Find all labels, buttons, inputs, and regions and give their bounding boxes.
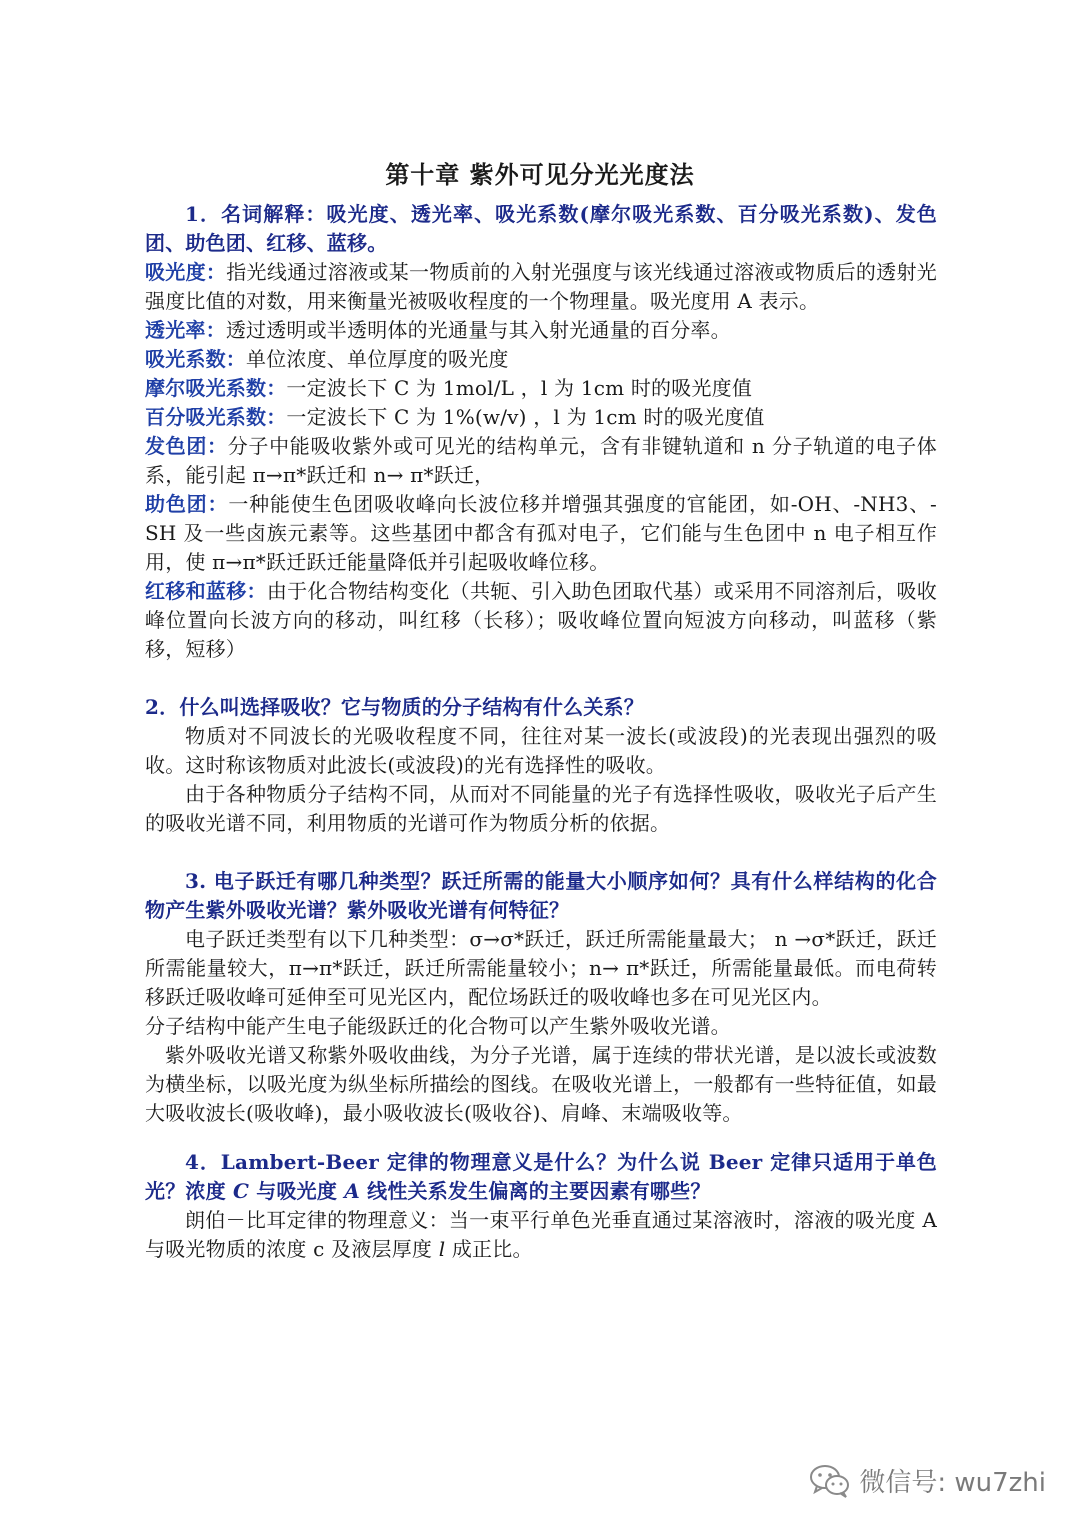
wechat-icon xyxy=(809,1463,851,1499)
definition-auxochrome xyxy=(145,490,937,577)
definition-chromophore xyxy=(145,432,937,490)
q4-heading-part: 与吸光度 xyxy=(249,1179,345,1203)
answer-3-para-1: 电子跃迁类型有以下几种类型：σ→σ*跃迁，跃迁所需能量最大； n →σ*跃迁，跃迁所需能量较大，π→π*跃迁，跃迁所需能量较小；n→ π*跃迁，所需能量最低。而电荷转移跃迁吸收峰可延伸至可见光区内，配位场跃迁的吸收峰也多在可见光区内。 xyxy=(145,927,937,1009)
definition-percent xyxy=(145,403,937,432)
document-body xyxy=(145,200,937,1264)
def-auxochrome: 一种能使生色团吸收峰向长波位移并增强其强度的官能团，如-OH、-NH3、-SH 及一些卤族元素等。这些基团中都含有孤对电子，它们能与生色团中 n 电子相互作用，使 π→π*跃迁跃迁能量降低并引起吸收峰位移。 xyxy=(145,492,937,574)
definition-transmittance xyxy=(145,316,937,345)
term-percent: 百分吸光系数： xyxy=(145,405,287,429)
a4-var-l: l xyxy=(438,1237,446,1261)
term-shift: 红移和蓝移： xyxy=(145,579,267,603)
spacer xyxy=(145,664,937,693)
term-absorbance: 吸光度： xyxy=(145,260,227,284)
spacer xyxy=(145,1128,937,1148)
answer-2-para-1: 物质对不同波长的光吸收程度不同，往往对某一波长(或波段)的光表现出强烈的吸收。这时称该物质对此波长(或波段)的光有选择性的吸收。 xyxy=(145,724,937,777)
term-auxochrome: 助色团： xyxy=(145,492,229,516)
term-abs-coeff: 吸光系数： xyxy=(145,347,246,371)
question-3-heading: 3. 电子跃迁有哪几种类型？跃迁所需的能量大小顺序如何？具有什么样结构的化合物产生紫外吸收光谱？紫外吸收光谱有何特征？ xyxy=(145,869,937,922)
chapter-title: 第十章 紫外可见分光光度法 xyxy=(385,160,695,189)
q4-heading-part: 4．Lambert-Beer 定律的物理意义是什么？为什么说 Beer 定律只适用于单色光？浓度 xyxy=(145,1150,937,1203)
definition-abs-coeff xyxy=(145,345,937,374)
answer-2-para-2: 由于各种物质分子结构不同，从而对不同能量的光子有选择性吸收，吸收光子后产生的吸收光谱不同，利用物质的光谱可作为物质分析的依据。 xyxy=(145,782,937,835)
q4-heading-var-c: C xyxy=(232,1179,250,1203)
question-1-heading: 1．名词解释：吸光度、透光率、吸光系数(摩尔吸光系数、百分吸光系数)、发色团、助色团、红移、蓝移。 xyxy=(145,202,937,255)
question-2-heading: 2．什么叫选择吸收？它与物质的分子结构有什么关系？ xyxy=(145,695,644,719)
term-molar: 摩尔吸光系数： xyxy=(145,376,287,400)
answer-4-para-1 xyxy=(145,1206,937,1264)
def-percent: 一定波长下 C 为 1%(w/v) ，l 为 1cm 时的吸光度值 xyxy=(286,405,765,429)
definition-shift xyxy=(145,577,937,664)
def-shift: 由于化合物结构变化（共轭、引入助色团取代基）或采用不同溶剂后，吸收峰位置向长波方向的移动，叫红移（长移）；吸收峰位置向短波方向移动，叫蓝移（紫移，短移） xyxy=(145,579,938,661)
answer-3-para-3: 紫外吸收光谱又称紫外吸收曲线，为分子光谱，属于连续的带状光谱，是以波长或波数为横坐标，以吸光度为纵坐标所描绘的图线。在吸收光谱上，一般都有一些特征值，如最大吸收波长(吸收峰)，最小吸收波长(吸收谷)、肩峰、末端吸收等。 xyxy=(145,1043,937,1125)
spacer xyxy=(145,838,937,867)
def-absorbance: 指光线通过溶液或某一物质前的入射光强度与该光线通过溶液或物质后的透射光强度比值的对数，用来衡量光被吸收程度的一个物理量。吸光度用 A 表示。 xyxy=(145,260,937,313)
def-abs-coeff: 单位浓度、单位厚度的吸光度 xyxy=(246,347,509,371)
question-4-heading xyxy=(145,1148,937,1206)
def-molar: 一定波长下 C 为 1mol/L ，l 为 1cm 时的吸光度值 xyxy=(286,376,753,400)
def-transmittance: 透过透明或半透明体的光通量与其入射光通量的百分率。 xyxy=(225,318,731,342)
term-transmittance: 透光率： xyxy=(145,318,226,342)
a4-part: 朗伯－比耳定律的物理意义：当一束平行单色光垂直通过某溶液时，溶液的吸光度 A 与吸光物质的浓度 c 及液层厚度 xyxy=(145,1208,937,1261)
definition-molar xyxy=(145,374,937,403)
q4-heading-part: 线性关系发生偏离的主要因素有哪些？ xyxy=(359,1179,711,1203)
def-chromophore: 分子中能吸收紫外或可见光的结构单元，含有非键轨道和 n 分子轨道的电子体系，能引起 π→π*跃迁和 n→ π*跃迁， xyxy=(145,434,937,487)
watermark-text: 微信号: wu7zhi xyxy=(859,1468,1046,1498)
watermark xyxy=(809,1462,1046,1499)
a4-part: 成正比。 xyxy=(445,1237,533,1261)
answer-3-para-2: 分子结构中能产生电子能级跃迁的化合物可以产生紫外吸收光谱。 xyxy=(145,1014,731,1038)
term-chromophore: 发色团： xyxy=(145,434,228,458)
q4-heading-var-a: A xyxy=(344,1179,360,1203)
definition-absorbance xyxy=(145,258,937,316)
